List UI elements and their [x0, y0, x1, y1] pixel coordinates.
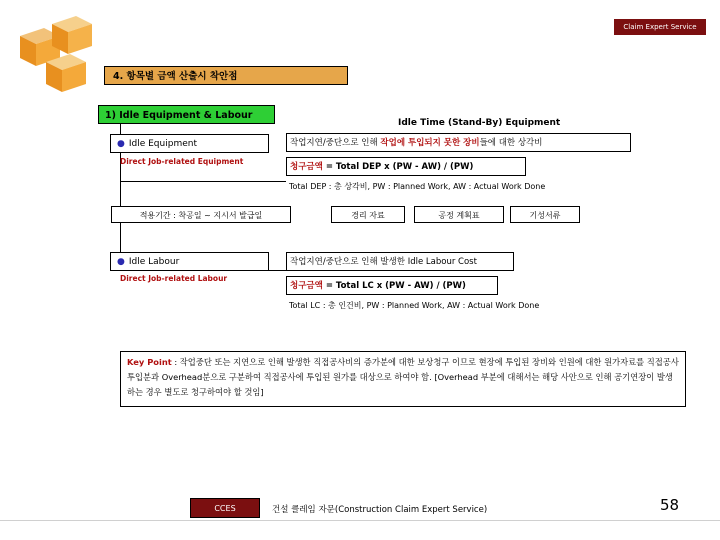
- info-box-schedule: 공정 계획표: [414, 206, 504, 223]
- tree-line-equipment: [120, 181, 286, 182]
- idle-time-title: Idle Time (Stand-By) Equipment: [398, 118, 561, 128]
- equipment-description: 작업지연/중단으로 인해 작업에 투입되지 못한 장비들에 대한 상각비: [286, 133, 631, 152]
- key-point-box: Key Point : 작업중단 또는 지연으로 인해 발생한 직접공사비의 증가분에 대한 보상청구 이므로 현장에 투입된 장비와 인원에 대한 원가자료를 직접공사투입분과 Overhead분으로 구분하여 직접공사에 투입된 원가를 대상으로 하여야 함. [Overhead 부분에 대해서는 해당 사안으로 인해 공기연장이 발생하는 경우 별도로 청구하여야 할 것임]: [120, 351, 686, 407]
- labour-formula: 청구금액 = Total LC x (PW - AW) / (PW): [286, 276, 498, 295]
- labour-note: Total LC : 총 인건비, PW : Planned Work, AW : Actual Work Done: [289, 301, 540, 310]
- cube-logo: [0, 14, 120, 94]
- subsection-title: 1) Idle Equipment & Labour: [98, 105, 275, 124]
- info-box-accounting: 경리 자료: [331, 206, 405, 223]
- labour-description: 작업지연/중단으로 인해 발생한 Idle Labour Cost: [286, 252, 514, 271]
- footer-text: 건설 클레임 자문(Construction Claim Expert Service): [272, 505, 488, 515]
- labour-sublabel: Direct Job-related Labour: [120, 274, 228, 283]
- footer-divider: [0, 520, 720, 521]
- info-box-period: 적용기간 : 착공일 ~ 지시서 발급일: [111, 206, 291, 223]
- equipment-sublabel: Direct Job-related Equipment: [120, 157, 244, 166]
- idle-equipment-label: ● Idle Equipment: [110, 134, 269, 153]
- section-title: 4. 항목별 금액 산출시 착안점: [104, 66, 348, 85]
- equipment-note: Total DEP : 총 상각비, PW : Planned Work, AW : Actual Work Done: [289, 182, 546, 191]
- bullet-icon: ●: [117, 139, 125, 149]
- bullet-icon: ●: [117, 257, 125, 267]
- page-number: 58: [660, 496, 680, 514]
- info-box-progress: 기성서류: [510, 206, 580, 223]
- brand-badge: Claim Expert Service: [614, 19, 706, 35]
- equipment-formula: 청구금액 = Total DEP x (PW - AW) / (PW): [286, 157, 526, 176]
- footer-badge: CCES: [190, 498, 260, 518]
- idle-labour-label: ● Idle Labour: [110, 252, 269, 271]
